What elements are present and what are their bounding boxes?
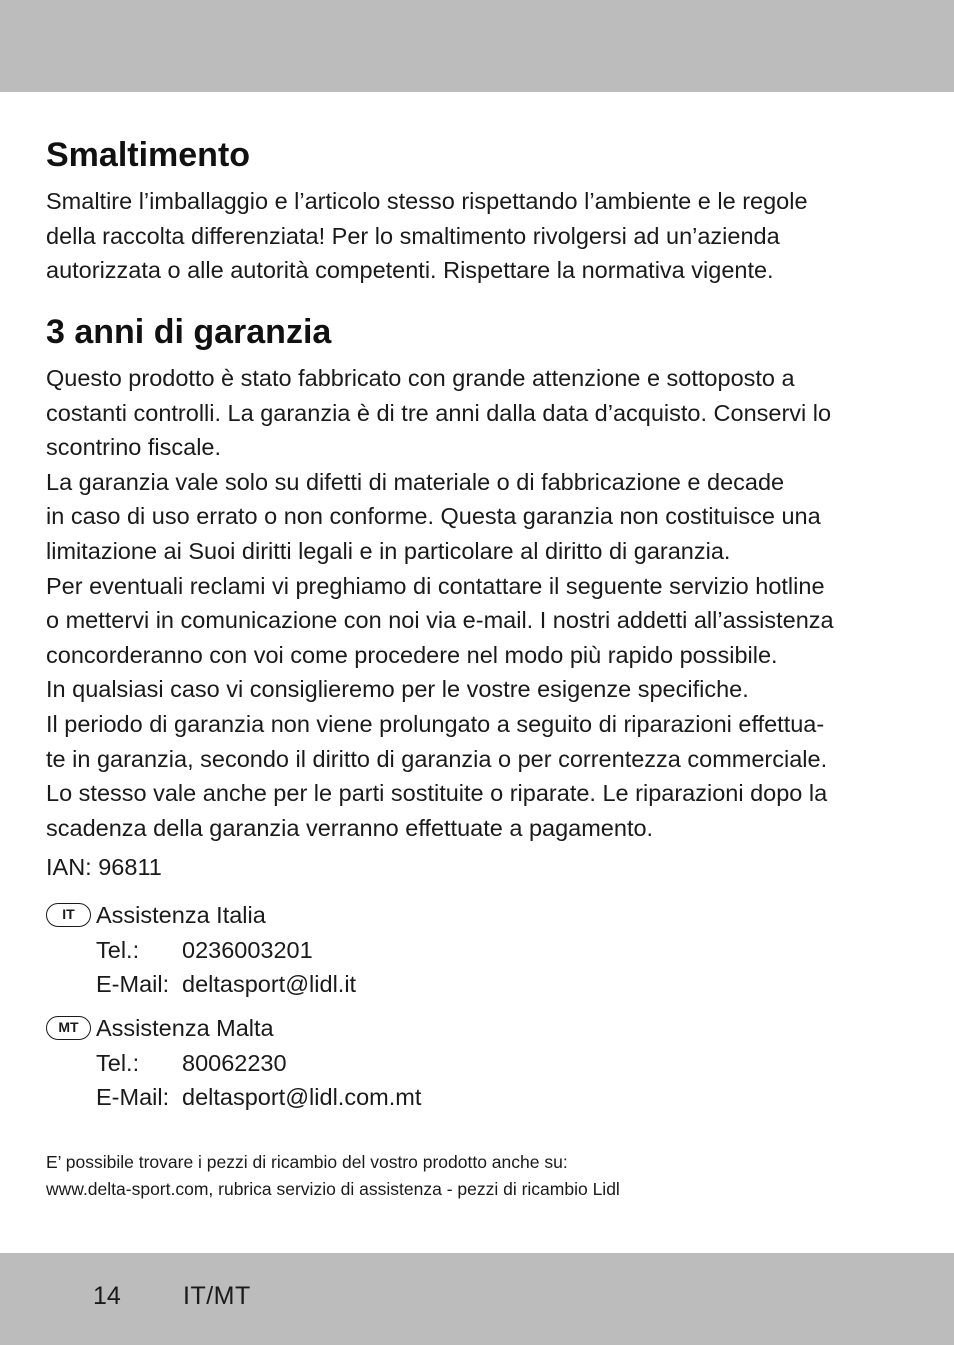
text-line: o mettervi in comunicazione con noi via e-mail. I nostri addetti all’assistenza xyxy=(46,607,834,634)
text-line: La garanzia vale solo su difetti di materiale o di fabbricazione e decade xyxy=(46,468,785,495)
text-line: scontrino fiscale. xyxy=(46,434,222,461)
ian-number: IAN: 96811 xyxy=(46,854,162,880)
text-line: in caso di uso errato o non conforme. Questa garanzia non costituisce una xyxy=(46,503,821,530)
page-number: 14 xyxy=(93,1282,121,1310)
footer-band xyxy=(0,1253,954,1345)
email-label: E-Mail: xyxy=(96,1084,170,1111)
text-line: limitazione ai Suoi diritti legali e in particolare al diritto di garanzia. xyxy=(46,537,731,564)
text-line: Il periodo di garanzia non viene prolungato a seguito di riparazioni effettua- xyxy=(46,710,825,737)
page-language: IT/MT xyxy=(183,1282,251,1310)
note-line-link[interactable]: www.delta-sport.com, rubrica servizio di assistenza - pezzi di ricambio Lidl xyxy=(46,1179,620,1199)
note-line: E’ possibile trovare i pezzi di ricambio del vostro prodotto anche su: xyxy=(46,1152,568,1172)
tel-label: Tel.: xyxy=(96,1049,140,1076)
email-address[interactable]: deltasport@lidl.it xyxy=(182,971,357,998)
text-line: concorderanno con voi come procedere nel modo più rapido possibile. xyxy=(46,641,778,668)
text-line: Smaltire l’imballaggio e l’articolo stesso rispettando l’ambiente e le regole xyxy=(46,188,808,214)
country-badge-mt: MT xyxy=(46,1016,91,1040)
text-line: Lo stesso vale anche per le parti sostituite o riparate. Le riparazioni dopo la xyxy=(46,780,828,807)
section-title-warranty: 3 anni di garanzia xyxy=(46,313,332,351)
email-address[interactable]: deltasport@lidl.com.mt xyxy=(182,1084,422,1111)
section-title-disposal: Smaltimento xyxy=(46,136,251,174)
text-line: costanti controlli. La garanzia è di tre anni dalla data d’acquisto. Conservi lo xyxy=(46,399,832,426)
tel-label: Tel.: xyxy=(96,936,140,963)
section-body-warranty xyxy=(46,361,926,845)
text-line: In qualsiasi caso vi consiglieremo per le vostre esigenze specifiche. xyxy=(46,676,749,703)
text-line: Per eventuali reclami vi preghiamo di contattare il seguente servizio hotline xyxy=(46,572,825,599)
text-line: autorizzata o alle autorità competenti. Rispettare la normativa vigente. xyxy=(46,257,774,284)
country-badge-it: IT xyxy=(46,903,91,927)
text-line: della raccolta differenziata! Per lo smaltimento rivolgersi ad un’azienda xyxy=(46,222,780,249)
tel-number: 0236003201 xyxy=(182,936,313,963)
support-name: Assistenza Italia xyxy=(96,902,266,928)
section-body-disposal xyxy=(46,184,926,288)
text-line: scadenza della garanzia verranno effettuate a pagamento. xyxy=(46,814,654,841)
text-line: te in garanzia, secondo il diritto di garanzia o per correntezza commerciale. xyxy=(46,745,828,772)
text-line: Questo prodotto è stato fabbricato con grande attenzione e sottoposto a xyxy=(46,365,795,391)
tel-number: 80062230 xyxy=(182,1049,287,1076)
email-label: E-Mail: xyxy=(96,971,170,998)
spare-parts-note xyxy=(46,1149,620,1203)
support-name: Assistenza Malta xyxy=(96,1015,274,1041)
header-band xyxy=(0,0,954,92)
